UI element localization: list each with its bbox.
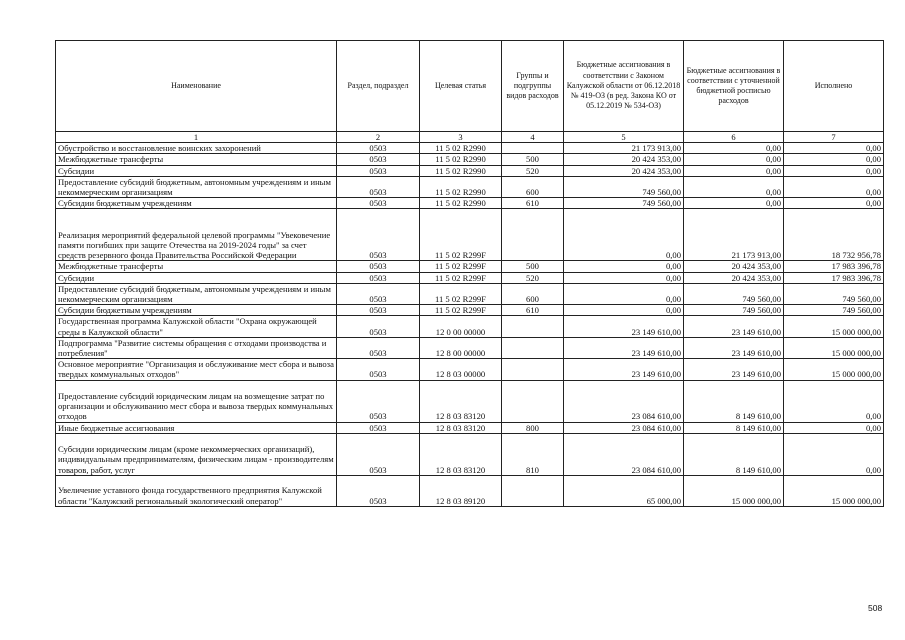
row-executed-amount: 0,00 bbox=[784, 176, 884, 197]
row-target-article: 12 8 03 00000 bbox=[420, 359, 502, 380]
header-section: Раздел, подраздел bbox=[337, 41, 420, 132]
row-expense-group bbox=[502, 316, 564, 337]
table-row bbox=[56, 337, 884, 358]
row-section: 0503 bbox=[337, 272, 420, 283]
row-target-article: 12 0 00 00000 bbox=[420, 316, 502, 337]
column-number: 5 bbox=[564, 132, 684, 143]
table-row bbox=[56, 209, 884, 261]
row-plan-amount: 0,00 bbox=[684, 176, 784, 197]
row-expense-group: 520 bbox=[502, 165, 564, 176]
row-expense-group bbox=[502, 143, 564, 154]
row-name: Субсидии бюджетным учреждениям bbox=[56, 198, 337, 209]
row-law-amount: 0,00 bbox=[564, 305, 684, 316]
row-executed-amount: 0,00 bbox=[784, 198, 884, 209]
table-row bbox=[56, 272, 884, 283]
row-name: Предоставление субсидий юридическим лицам на возмещение затрат по организации и обслуживанию мест сбора и вывоза твердых коммунальных отходов bbox=[56, 380, 337, 422]
row-plan-amount: 8 149 610,00 bbox=[684, 380, 784, 422]
row-target-article: 11 5 02 R299F bbox=[420, 209, 502, 261]
row-name: Увеличение уставного фонда государственного предприятия Калужской области "Калужский региональный экологический оператор" bbox=[56, 475, 337, 506]
row-executed-amount: 15 000 000,00 bbox=[784, 475, 884, 506]
row-plan-amount: 23 149 610,00 bbox=[684, 337, 784, 358]
row-plan-amount: 15 000 000,00 bbox=[684, 475, 784, 506]
row-law-amount: 23 149 610,00 bbox=[564, 359, 684, 380]
table-row bbox=[56, 305, 884, 316]
row-expense-group bbox=[502, 359, 564, 380]
header-expense-group: Группы и подгруппы видов расходов bbox=[502, 41, 564, 132]
row-executed-amount: 15 000 000,00 bbox=[784, 337, 884, 358]
row-section: 0503 bbox=[337, 422, 420, 433]
row-plan-amount: 23 149 610,00 bbox=[684, 316, 784, 337]
row-law-amount: 20 424 353,00 bbox=[564, 154, 684, 165]
row-target-article: 12 8 03 83120 bbox=[420, 422, 502, 433]
row-name: Субсидии юридическим лицам (кроме некоммерческих организаций), индивидуальным предпринимателям, физическим лицам - производителям товаров, работ, услуг bbox=[56, 433, 337, 475]
row-name: Реализация мероприятий федеральной целевой программы "Увековечение памяти погибших при защите Отечества на 2019-2024 годы" за счет средств резервного фонда Правительства Российской Федерации bbox=[56, 209, 337, 261]
row-target-article: 12 8 03 83120 bbox=[420, 433, 502, 475]
row-plan-amount: 0,00 bbox=[684, 143, 784, 154]
row-section: 0503 bbox=[337, 143, 420, 154]
row-target-article: 12 8 03 89120 bbox=[420, 475, 502, 506]
row-law-amount: 0,00 bbox=[564, 272, 684, 283]
table-row bbox=[56, 143, 884, 154]
row-name: Межбюджетные трансферты bbox=[56, 261, 337, 272]
column-number: 4 bbox=[502, 132, 564, 143]
row-plan-amount: 0,00 bbox=[684, 165, 784, 176]
row-target-article: 11 5 02 R299F bbox=[420, 305, 502, 316]
budget-table bbox=[55, 40, 884, 507]
row-executed-amount: 15 000 000,00 bbox=[784, 316, 884, 337]
row-target-article: 11 5 02 R299F bbox=[420, 261, 502, 272]
table-row bbox=[56, 154, 884, 165]
row-name: Государственная программа Калужской области "Охрана окружающей среды в Калужской области" bbox=[56, 316, 337, 337]
column-number: 2 bbox=[337, 132, 420, 143]
table-row bbox=[56, 198, 884, 209]
row-executed-amount: 749 560,00 bbox=[784, 305, 884, 316]
row-law-amount: 0,00 bbox=[564, 283, 684, 304]
row-expense-group bbox=[502, 337, 564, 358]
row-plan-amount: 0,00 bbox=[684, 198, 784, 209]
column-number: 3 bbox=[420, 132, 502, 143]
header-target-article: Целевая статья bbox=[420, 41, 502, 132]
row-name: Основное мероприятие "Организация и обслуживание мест сбора и вывоза твердых коммунальных отходов" bbox=[56, 359, 337, 380]
row-name: Иные бюджетные ассигнования bbox=[56, 422, 337, 433]
row-plan-amount: 8 149 610,00 bbox=[684, 422, 784, 433]
row-target-article: 11 5 02 R2990 bbox=[420, 198, 502, 209]
row-executed-amount: 0,00 bbox=[784, 433, 884, 475]
row-plan-amount: 8 149 610,00 bbox=[684, 433, 784, 475]
column-number-row bbox=[56, 132, 884, 143]
header-row bbox=[56, 41, 884, 132]
row-expense-group: 500 bbox=[502, 261, 564, 272]
row-expense-group: 600 bbox=[502, 176, 564, 197]
row-target-article: 11 5 02 R2990 bbox=[420, 154, 502, 165]
header-executed: Исполнено bbox=[784, 41, 884, 132]
table-row bbox=[56, 433, 884, 475]
row-plan-amount: 20 424 353,00 bbox=[684, 261, 784, 272]
row-section: 0503 bbox=[337, 198, 420, 209]
row-target-article: 12 8 00 00000 bbox=[420, 337, 502, 358]
row-law-amount: 23 084 610,00 bbox=[564, 380, 684, 422]
column-number: 6 bbox=[684, 132, 784, 143]
row-section: 0503 bbox=[337, 380, 420, 422]
row-executed-amount: 0,00 bbox=[784, 422, 884, 433]
row-executed-amount: 18 732 956,78 bbox=[784, 209, 884, 261]
column-number: 7 bbox=[784, 132, 884, 143]
row-plan-amount: 23 149 610,00 bbox=[684, 359, 784, 380]
row-target-article: 11 5 02 R2990 bbox=[420, 176, 502, 197]
row-expense-group: 610 bbox=[502, 198, 564, 209]
row-section: 0503 bbox=[337, 337, 420, 358]
row-expense-group: 610 bbox=[502, 305, 564, 316]
row-executed-amount: 749 560,00 bbox=[784, 283, 884, 304]
row-section: 0503 bbox=[337, 176, 420, 197]
row-expense-group bbox=[502, 209, 564, 261]
row-executed-amount: 0,00 bbox=[784, 143, 884, 154]
row-name: Субсидии бюджетным учреждениям bbox=[56, 305, 337, 316]
row-executed-amount: 15 000 000,00 bbox=[784, 359, 884, 380]
row-name: Межбюджетные трансферты bbox=[56, 154, 337, 165]
row-name: Субсидии bbox=[56, 165, 337, 176]
row-law-amount: 23 084 610,00 bbox=[564, 422, 684, 433]
row-law-amount: 65 000,00 bbox=[564, 475, 684, 506]
header-law-allocations: Бюджетные ассигнования в соответствии с Законом Калужской области от 06.12.2018 № 419-ОЗ (в ред. Закона КО от 05.12.2019 № 534-ОЗ) bbox=[564, 41, 684, 132]
row-expense-group: 810 bbox=[502, 433, 564, 475]
header-refined-allocations: Бюджетные ассигнования в соответствии с уточненной бюджетной росписью расходов bbox=[684, 41, 784, 132]
table-row bbox=[56, 176, 884, 197]
row-plan-amount: 20 424 353,00 bbox=[684, 272, 784, 283]
row-name: Подпрограмма "Развитие системы обращения с отходами производства и потребления" bbox=[56, 337, 337, 358]
table-row bbox=[56, 261, 884, 272]
table-row bbox=[56, 283, 884, 304]
row-executed-amount: 17 983 396,78 bbox=[784, 261, 884, 272]
row-section: 0503 bbox=[337, 433, 420, 475]
row-section: 0503 bbox=[337, 316, 420, 337]
table-row bbox=[56, 316, 884, 337]
row-executed-amount: 17 983 396,78 bbox=[784, 272, 884, 283]
row-target-article: 11 5 02 R2990 bbox=[420, 165, 502, 176]
row-expense-group: 600 bbox=[502, 283, 564, 304]
row-plan-amount: 749 560,00 bbox=[684, 283, 784, 304]
row-law-amount: 0,00 bbox=[564, 261, 684, 272]
row-plan-amount: 21 173 913,00 bbox=[684, 209, 784, 261]
row-name: Обустройство и восстановление воинских захоронений bbox=[56, 143, 337, 154]
row-section: 0503 bbox=[337, 261, 420, 272]
row-section: 0503 bbox=[337, 359, 420, 380]
row-section: 0503 bbox=[337, 305, 420, 316]
row-plan-amount: 749 560,00 bbox=[684, 305, 784, 316]
row-executed-amount: 0,00 bbox=[784, 380, 884, 422]
row-expense-group: 800 bbox=[502, 422, 564, 433]
table-row bbox=[56, 475, 884, 506]
row-law-amount: 20 424 353,00 bbox=[564, 165, 684, 176]
row-target-article: 11 5 02 R2990 bbox=[420, 143, 502, 154]
table-body bbox=[56, 143, 884, 507]
row-expense-group bbox=[502, 380, 564, 422]
row-executed-amount: 0,00 bbox=[784, 165, 884, 176]
row-law-amount: 0,00 bbox=[564, 209, 684, 261]
row-executed-amount: 0,00 bbox=[784, 154, 884, 165]
row-target-article: 11 5 02 R299F bbox=[420, 283, 502, 304]
row-target-article: 12 8 03 83120 bbox=[420, 380, 502, 422]
row-law-amount: 21 173 913,00 bbox=[564, 143, 684, 154]
row-name: Предоставление субсидий бюджетным, автономным учреждениям и иным некоммерческим организациям bbox=[56, 283, 337, 304]
row-target-article: 11 5 02 R299F bbox=[420, 272, 502, 283]
row-section: 0503 bbox=[337, 154, 420, 165]
table-row bbox=[56, 359, 884, 380]
row-section: 0503 bbox=[337, 165, 420, 176]
row-law-amount: 749 560,00 bbox=[564, 198, 684, 209]
table-row bbox=[56, 165, 884, 176]
row-section: 0503 bbox=[337, 209, 420, 261]
table-row bbox=[56, 422, 884, 433]
page-number: 508 bbox=[868, 603, 883, 613]
row-name: Предоставление субсидий бюджетным, автономным учреждениям и иным некоммерческим организациям bbox=[56, 176, 337, 197]
row-expense-group: 500 bbox=[502, 154, 564, 165]
row-expense-group bbox=[502, 475, 564, 506]
row-expense-group: 520 bbox=[502, 272, 564, 283]
row-name: Субсидии bbox=[56, 272, 337, 283]
row-section: 0503 bbox=[337, 283, 420, 304]
row-section: 0503 bbox=[337, 475, 420, 506]
header-name: Наименование bbox=[56, 41, 337, 132]
column-number: 1 bbox=[56, 132, 337, 143]
row-law-amount: 23 149 610,00 bbox=[564, 316, 684, 337]
row-law-amount: 749 560,00 bbox=[564, 176, 684, 197]
row-law-amount: 23 149 610,00 bbox=[564, 337, 684, 358]
row-law-amount: 23 084 610,00 bbox=[564, 433, 684, 475]
table-row bbox=[56, 380, 884, 422]
row-plan-amount: 0,00 bbox=[684, 154, 784, 165]
